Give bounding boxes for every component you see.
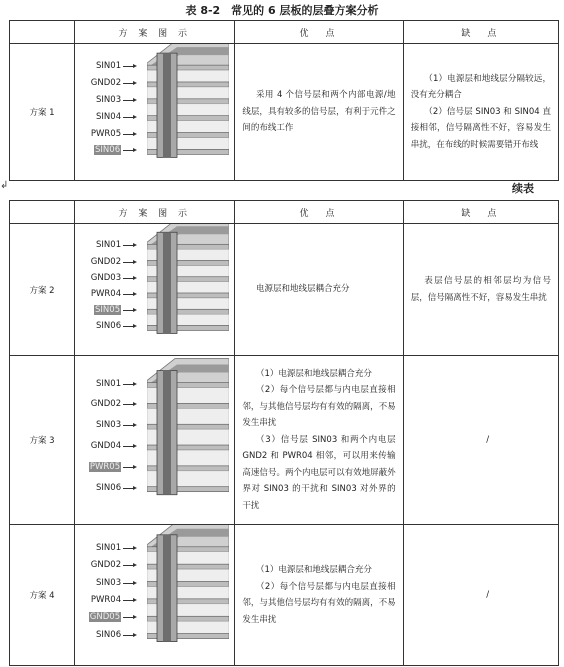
layer-label: SIN06	[95, 145, 121, 156]
via-core	[163, 535, 171, 642]
layer-label: PWR05	[90, 128, 122, 139]
paragraph: （1）电源层和地线层耦合充分	[255, 368, 372, 379]
paragraph: （2）每个信号层都与内电层直接相邻，与其他信号层均有有效的隔离，不易发生串扰	[242, 385, 396, 429]
paragraph: （2）每个信号层都与内电层直接相邻，与其他信号层均有有效的隔离，不易发生串扰	[242, 581, 396, 625]
layer-label: SIN01	[96, 61, 122, 72]
table-row	[10, 44, 559, 181]
layer-label: SIN01	[96, 542, 122, 553]
scheme-figure	[75, 525, 235, 666]
layer-label: SIN06	[96, 629, 122, 640]
paragraph: （2）信号层 SIN03 和 SIN04 直接相邻，信号隔离性不好，容易发生串扰，在布线的时候需要错开布线	[410, 106, 551, 150]
scheme-name: 方案 2	[10, 224, 75, 356]
scheme-disadvantages	[403, 224, 558, 356]
layer-label: GND02	[90, 560, 122, 571]
scheme-disadvantages	[403, 525, 558, 666]
table-row	[10, 525, 559, 666]
layer-label: GND02	[90, 399, 122, 410]
table-header-row	[10, 21, 559, 44]
header-advantages: 优 点	[235, 201, 403, 224]
layer-label: GND02	[90, 256, 122, 267]
scheme-disadvantages	[403, 44, 558, 181]
scheme-figure	[75, 224, 235, 356]
paragraph: 采用 4 个信号层和两个内部电源/地线层，具有较多的信号层，有利于元件之间的布线工作	[242, 90, 396, 134]
layer-label: SIN03	[96, 577, 122, 588]
scheme-advantages	[235, 356, 403, 525]
scheme-advantages	[235, 44, 403, 181]
paragraph: /	[486, 589, 490, 600]
stackup-diagram	[147, 356, 229, 524]
scheme-name: 方案 1	[10, 44, 75, 181]
via-core	[163, 232, 171, 333]
layer-label: SIN06	[96, 321, 122, 332]
layer-table-part1	[9, 20, 559, 181]
header-name	[10, 21, 75, 44]
layer-label: SIN01	[96, 240, 122, 251]
header-name	[10, 201, 75, 224]
via-core	[163, 53, 171, 157]
layer-label: PWR04	[90, 289, 122, 299]
layer-label: SIN06	[96, 482, 122, 493]
header-figure: 方 案 图 示	[75, 201, 235, 224]
scheme-figure	[75, 44, 235, 181]
header-advantages: 优 点	[235, 21, 403, 44]
layer-label: SIN04	[96, 111, 122, 122]
scheme-disadvantages	[403, 356, 558, 525]
table-header-row	[10, 201, 559, 224]
header-figure: 方 案 图 示	[75, 21, 235, 44]
layer-table-part2	[9, 200, 559, 666]
paragraph: /	[486, 434, 490, 445]
layer-label: GND02	[90, 77, 122, 88]
layer-label: SIN03	[96, 420, 122, 431]
layer-label: SIN01	[96, 378, 122, 389]
scheme-figure	[75, 356, 235, 525]
table-row	[10, 356, 559, 525]
table-row	[10, 224, 559, 356]
layer-label: PWR05	[89, 461, 121, 472]
paragraph: （1）电源层和地线层分隔较远，没有充分耦合	[410, 73, 551, 101]
margin-mark: ↲	[0, 180, 9, 191]
layer-label: GND05	[89, 612, 121, 623]
continued-label: 续表	[512, 182, 534, 195]
scheme-name: 方案 4	[10, 525, 75, 666]
scheme-advantages	[235, 224, 403, 356]
paragraph: 电源层和地线层耦合充分	[255, 284, 350, 295]
paragraph: （3）信号层 SIN03 和两个内电层 GND2 和 PWR04 相邻，可以用来传输高速信号。两个内电层可以有效地屏蔽外界对 SIN03 的干扰和 SIN03 对外界的干扰	[242, 434, 396, 511]
layer-label: GND04	[90, 441, 122, 452]
via-core	[163, 371, 171, 495]
layer-label: GND03	[90, 272, 122, 283]
stackup-diagram	[147, 44, 229, 180]
paragraph: 表层信号层的相邻层均为信号层，信号隔离性不好，容易发生串扰	[410, 276, 551, 303]
layer-label: SIN03	[96, 94, 122, 105]
stackup-diagram	[147, 224, 229, 355]
layer-label: PWR04	[90, 594, 122, 605]
table-caption: 表 8-2 常见的 6 层板的层叠方案分析	[185, 4, 379, 17]
stackup-diagram	[147, 525, 229, 665]
header-disadvantages: 缺 点	[403, 201, 558, 224]
header-disadvantages: 缺 点	[403, 21, 558, 44]
layer-label: SIN05	[95, 305, 121, 316]
scheme-advantages	[235, 525, 403, 666]
scheme-name: 方案 3	[10, 356, 75, 525]
paragraph: （1）电源层和地线层耦合充分	[255, 565, 372, 575]
